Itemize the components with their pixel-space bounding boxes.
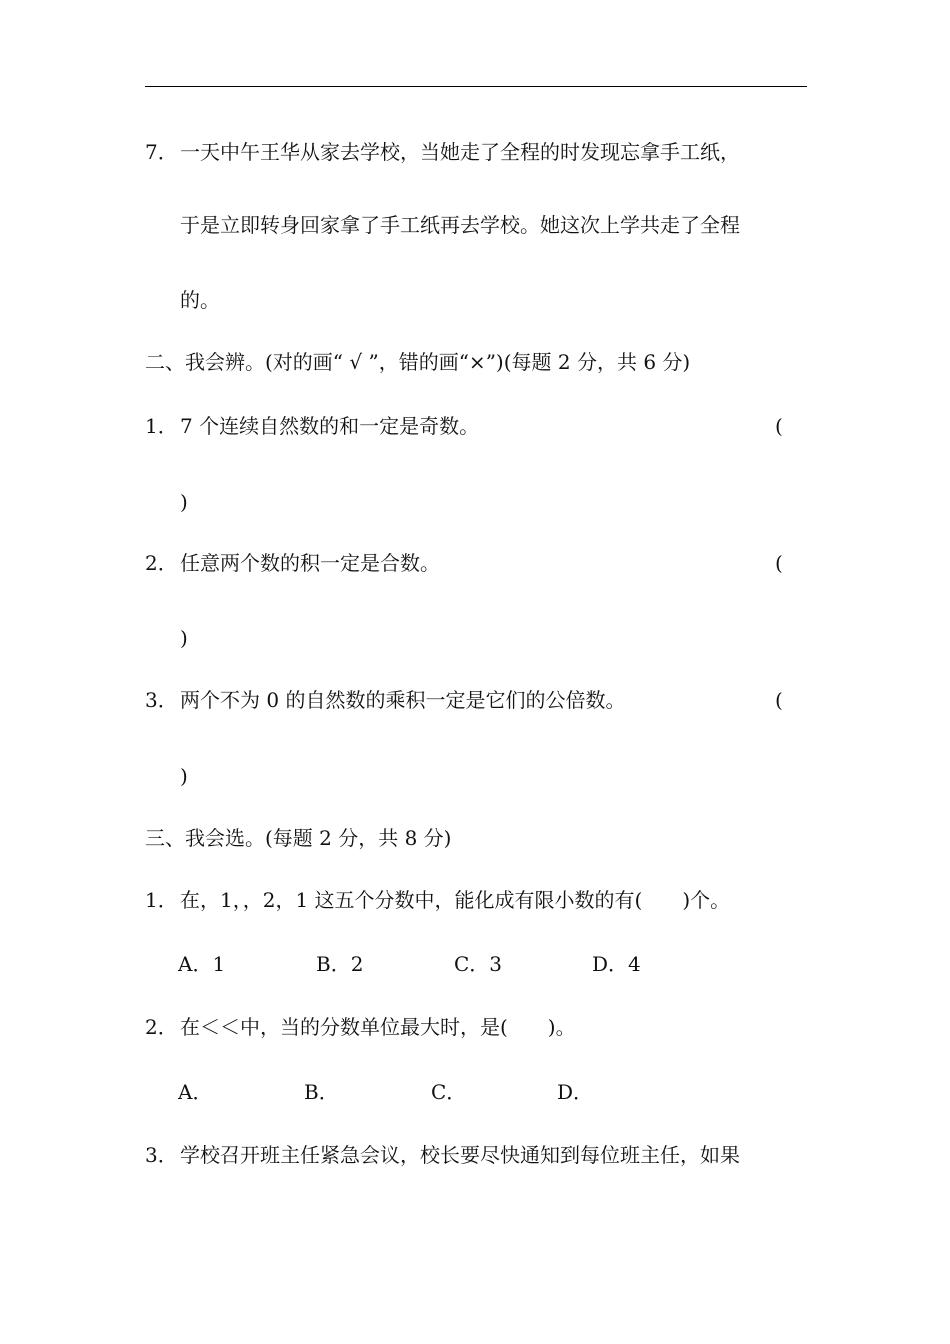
- s2-item-1-text: 7 个连续自然数的和一定是奇数。: [180, 414, 480, 438]
- q7-line-3: 的。: [180, 288, 220, 312]
- s2-item-3-number: 3．: [145, 688, 178, 712]
- section-3-heading: 三、我会选。(每题 2 分，共 8 分): [145, 826, 452, 850]
- s2-item-2-close-paren: ): [180, 626, 188, 650]
- s3-q1-option-d: D．4: [592, 952, 641, 976]
- s2-item-3-open-paren: (: [775, 688, 783, 712]
- s2-item-2-open-paren: (: [775, 551, 783, 575]
- s2-item-2-number: 2．: [145, 551, 178, 575]
- q7-line-1: 一天中午王华从家去学校，当她走了全程的时发现忘拿手工纸，: [180, 140, 740, 164]
- section-2-heading: 二、我会辨。(对的画“ √ ”，错的画“×”)(每题 2 分，共 6 分): [145, 350, 691, 374]
- s3-q2-option-a: A．: [178, 1080, 213, 1104]
- s3-q3-number: 3．: [145, 1143, 178, 1167]
- s3-q3-text: 学校召开班主任紧急会议，校长要尽快通知到每位班主任，如果: [180, 1143, 740, 1167]
- s3-q2-text: 在＜＜中，当的分数单位最大时，是( )。: [180, 1015, 576, 1039]
- s3-q2-option-c: C．: [431, 1080, 467, 1104]
- s3-q1-number: 1．: [145, 888, 178, 912]
- q7-line-2: 于是立即转身回家拿了手工纸再去学校。她这次上学共走了全程: [180, 213, 740, 237]
- s3-q1-text: 在，1，，2，1 这五个分数中，能化成有限小数的有( )个。: [180, 888, 731, 912]
- s3-q1-option-c: C．3: [454, 952, 503, 976]
- q7-number: 7．: [145, 140, 178, 164]
- header-rule: [145, 86, 807, 87]
- s2-item-3-close-paren: ): [180, 764, 188, 788]
- s2-item-1-close-paren: ): [180, 490, 188, 514]
- s3-q2-number: 2．: [145, 1015, 178, 1039]
- s2-item-1-number: 1．: [145, 414, 178, 438]
- s3-q1-option-b: B．2: [316, 952, 364, 976]
- s2-item-3-text: 两个不为 0 的自然数的乘积一定是它们的公倍数。: [180, 688, 626, 712]
- s3-q2-option-d: D．: [557, 1080, 594, 1104]
- s3-q1-option-a: A．1: [178, 952, 226, 976]
- s2-item-2-text: 任意两个数的积一定是合数。: [180, 551, 440, 575]
- s3-q2-option-b: B．: [304, 1080, 339, 1104]
- s2-item-1-open-paren: (: [775, 414, 783, 438]
